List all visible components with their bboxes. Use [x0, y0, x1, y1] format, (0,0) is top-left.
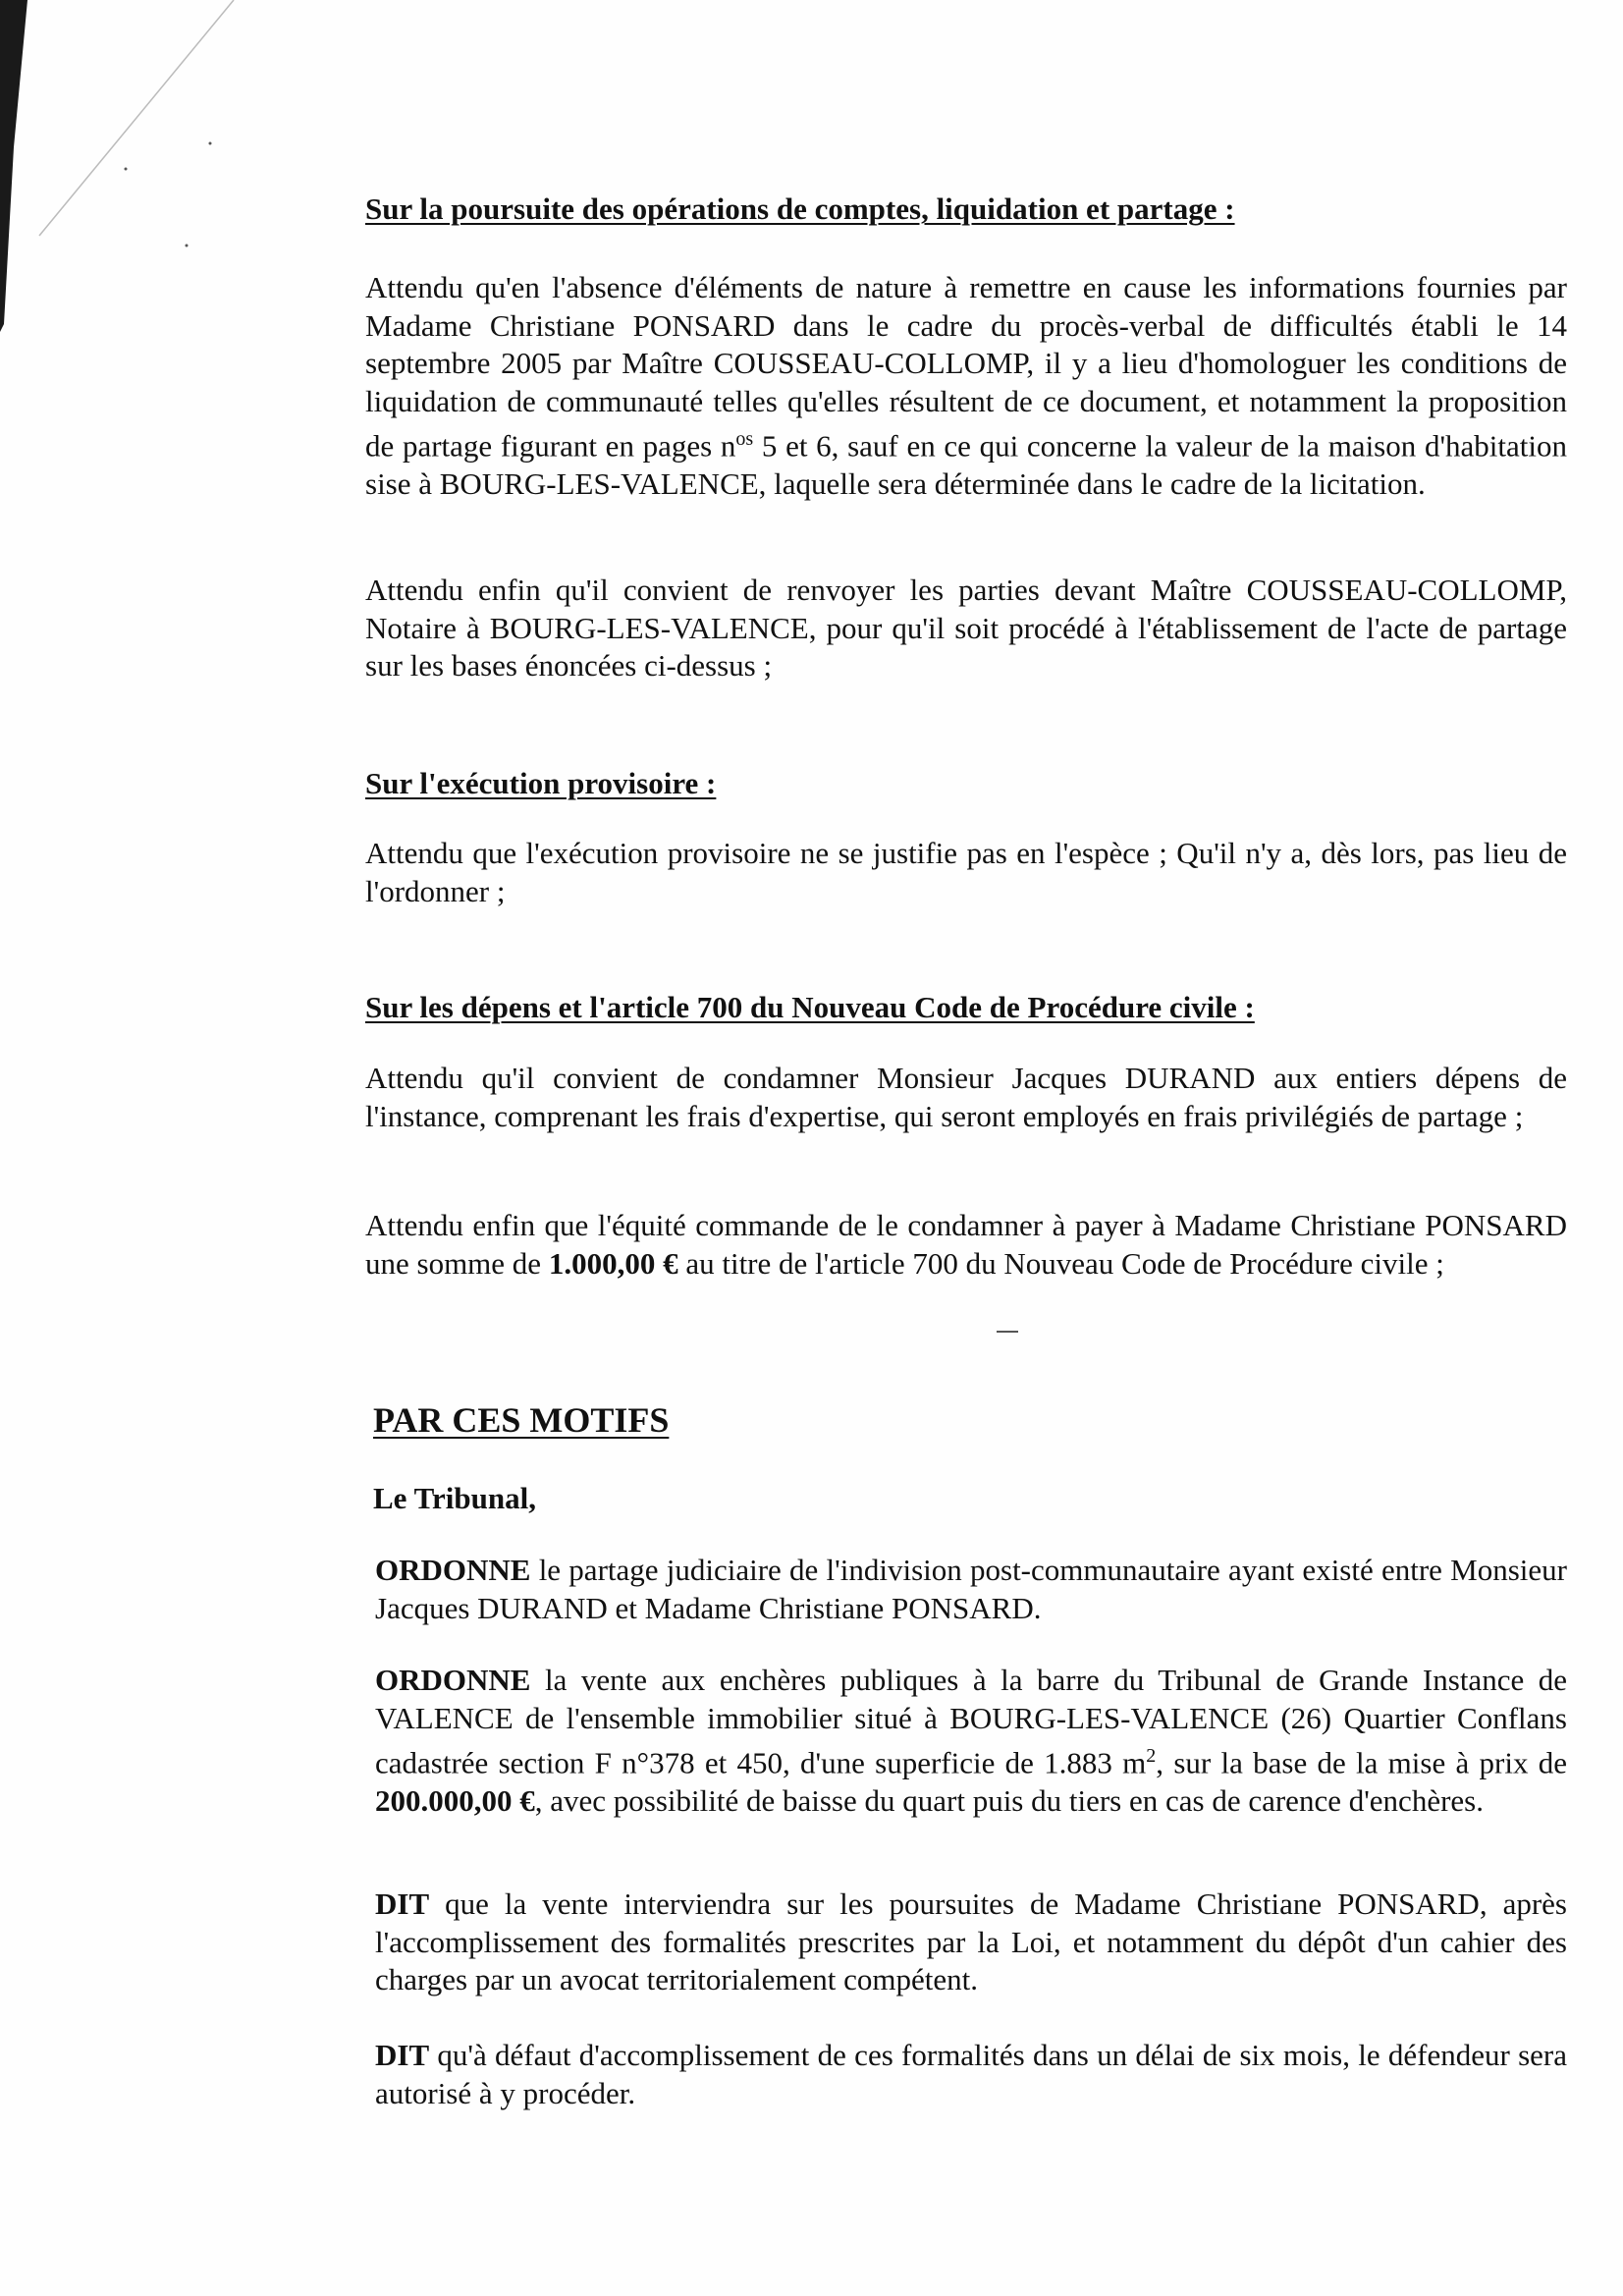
paragraph-depens: Attendu qu'il convient de condamner Monsieur Jacques DURAND aux entiers dépens de l'instance, comprenant les frais d'expertise, qui seront employés en frais privilégiés de partage ;: [365, 1061, 1567, 1133]
paragraph-homologation-part1: Attendu qu'en l'absence d'éléments de nature à remettre en cause les informations fournies par Madame Christiane PONSARD dans le cadre du procès-verbal de difficultés établi le 14 septembre 2005 par Maître COUSSEAU-COLLOMP, il y a lieu d'homologuer les conditions de liquidation de communauté telles qu'elles résultent de ce document, et notamment la proposition de partage figurant en pages n: [365, 270, 1567, 464]
amount-mise-a-prix: 200.000,00 €: [375, 1783, 535, 1819]
scan-edge-artifact: [0, 0, 255, 373]
section-heading-execution: Sur l'exécution provisoire :: [365, 766, 717, 800]
keyword-ordonne: ORDONNE: [375, 1553, 531, 1587]
dispositif-ordonne-vente-text3: , avec possibilité de baisse du quart puis du tiers en cas de carence d'enchères.: [534, 1783, 1484, 1819]
dispositif-dit-poursuites-text: que la vente interviendra sur les poursuites de Madame Christiane PONSARD, après l'accomplissement des formalités prescrites par la Loi, et notamment du dépôt d'un cahier des charges par un avocat territorialement compétent.: [375, 1886, 1567, 1997]
tribunal-label: Le Tribunal,: [373, 1481, 536, 1515]
dispositif-ordonne-partage: [375, 1552, 1567, 1627]
keyword-ordonne: ORDONNE: [375, 1663, 531, 1697]
paragraph-article-700-part1: Attendu enfin que l'équité commande de le condamner à payer à Madame Christiane PONSARD une somme de: [365, 1208, 1567, 1281]
paragraph-homologation-part2: 5 et 6, sauf en ce qui concerne la valeur de la maison d'habitation sise à BOURG-LES-VALENCE, laquelle sera déterminée dans le cadre de la licitation.: [365, 428, 1567, 502]
paragraph-homologation: [365, 269, 1567, 504]
section-heading-comptes: Sur la poursuite des opérations de comptes, liquidation et partage :: [365, 191, 1235, 226]
keyword-dit: DIT: [375, 2038, 430, 2072]
section-heading-depens: Sur les dépens et l'article 700 du Nouveau Code de Procédure civile :: [365, 990, 1255, 1024]
keyword-dit: DIT: [375, 1886, 430, 1921]
dispositif-dit-defaut: [375, 2037, 1567, 2112]
stray-scan-mark: [997, 1331, 1018, 1333]
superscript-square: 2: [1146, 1745, 1157, 1768]
amount-article-700: 1.000,00 €: [548, 1245, 678, 1281]
paragraph-article-700-part2: au titre de l'article 700 du Nouveau Code de Procédure civile ;: [677, 1245, 1444, 1281]
paragraph-renvoi-notaire: Attendu enfin qu'il convient de renvoyer les parties devant Maître COUSSEAU-COLLOMP, Notaire à BOURG-LES-VALENCE, pour qu'il soit procédé à l'établissement de l'acte de partage sur les bases énoncées ci-dessus ;: [365, 573, 1567, 683]
superscript-os: os: [735, 428, 754, 451]
paragraph-execution: Attendu que l'exécution provisoire ne se justifie pas en l'espèce ; Qu'il n'y a, dès lors, pas lieu de l'ordonner ;: [365, 836, 1567, 908]
dispositif-ordonne-vente-text2: , sur la base de la mise à prix de: [1156, 1745, 1567, 1780]
dispositif-ordonne-partage-text: le partage judiciaire de l'indivision post-communautaire ayant existé entre Monsieur Jacques DURAND et Madame Christiane PONSARD.: [375, 1553, 1567, 1625]
dispositif-dit-poursuites: [375, 1886, 1567, 1999]
dispositif-ordonne-vente-text1: la vente aux enchères publiques à la barre du Tribunal de Grande Instance de VALENCE de l'ensemble immobilier situé à BOURG-LES-VALENCE (26) Quartier Conflans cadastrée section F n°378 et 450, d'une superficie de 1.883 m: [375, 1663, 1567, 1780]
paragraph-article-700: [365, 1207, 1567, 1283]
motifs-heading: PAR CES MOTIFS: [373, 1400, 670, 1440]
dispositif-dit-defaut-text: qu'à défaut d'accomplissement de ces formalités dans un délai de six mois, le défendeur sera autorisé à y procéder.: [375, 2038, 1567, 2110]
dispositif-ordonne-vente: [375, 1662, 1567, 1821]
